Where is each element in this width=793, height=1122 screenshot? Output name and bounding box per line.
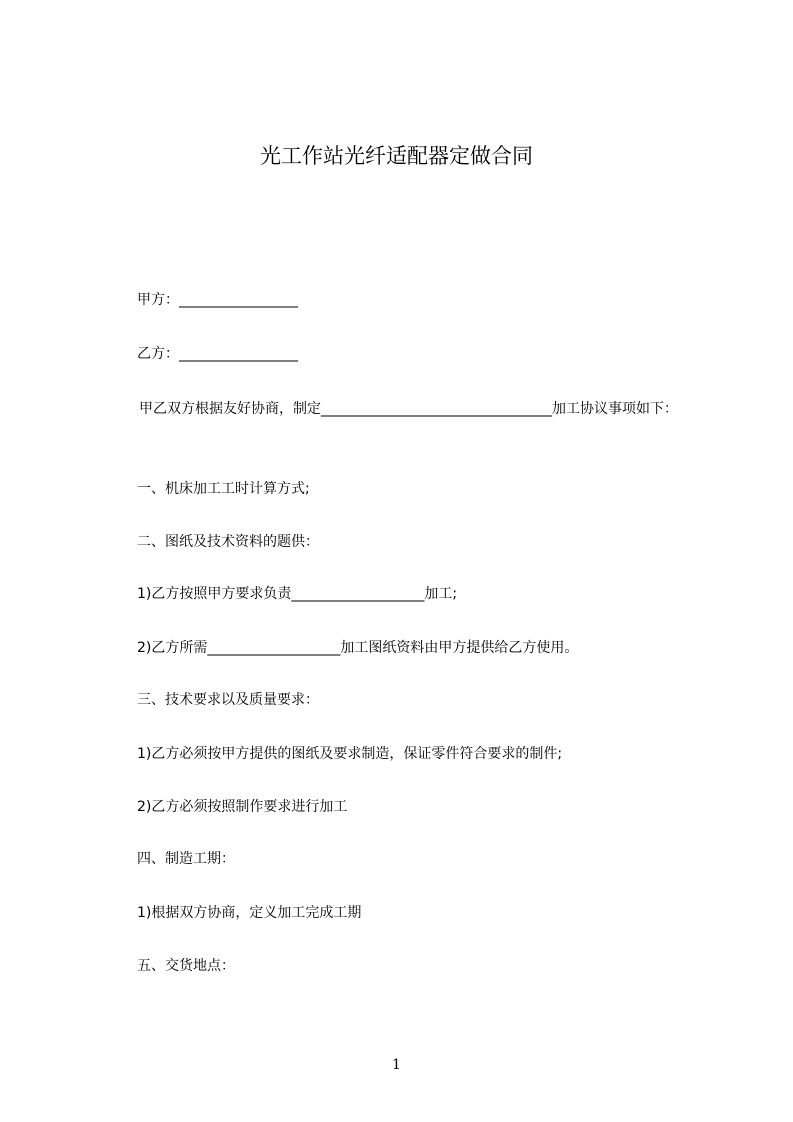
page-number: 1 [392, 1057, 401, 1073]
document-title: 光工作站光纤适配器定做合同 [260, 144, 533, 168]
intro-paragraph: 甲乙双方根据友好协商，制定_________________________________加工协议事项如下： [139, 401, 678, 417]
section-2-heading: 二、图纸及技术资料的题供： [137, 534, 319, 550]
section-4-item-1: 1)根据双方协商，定义加工完成工期 [137, 905, 362, 921]
section-2-item-2: 2)乙方所需___________________加工图纸资料由甲方提供给乙方使用。 [137, 640, 579, 656]
section-3-heading: 三、技术要求以及质量要求： [137, 692, 319, 708]
section-1-heading: 一、机床加工工时计算方式; [137, 481, 310, 497]
party-a-line: 甲方：_________________ [137, 292, 298, 308]
section-4-heading: 四、制造工期： [137, 851, 235, 867]
party-b-line: 乙方：_________________ [137, 346, 298, 362]
section-3-item-1: 1)乙方必须按甲方提供的图纸及要求制造，保证零件符合要求的制件; [137, 746, 563, 762]
section-2-item-1: 1)乙方按照甲方要求负责___________________加工; [137, 586, 458, 602]
section-3-item-2: 2)乙方必须按照制作要求进行加工 [137, 799, 348, 815]
section-5-heading: 五、交货地点： [137, 958, 235, 974]
